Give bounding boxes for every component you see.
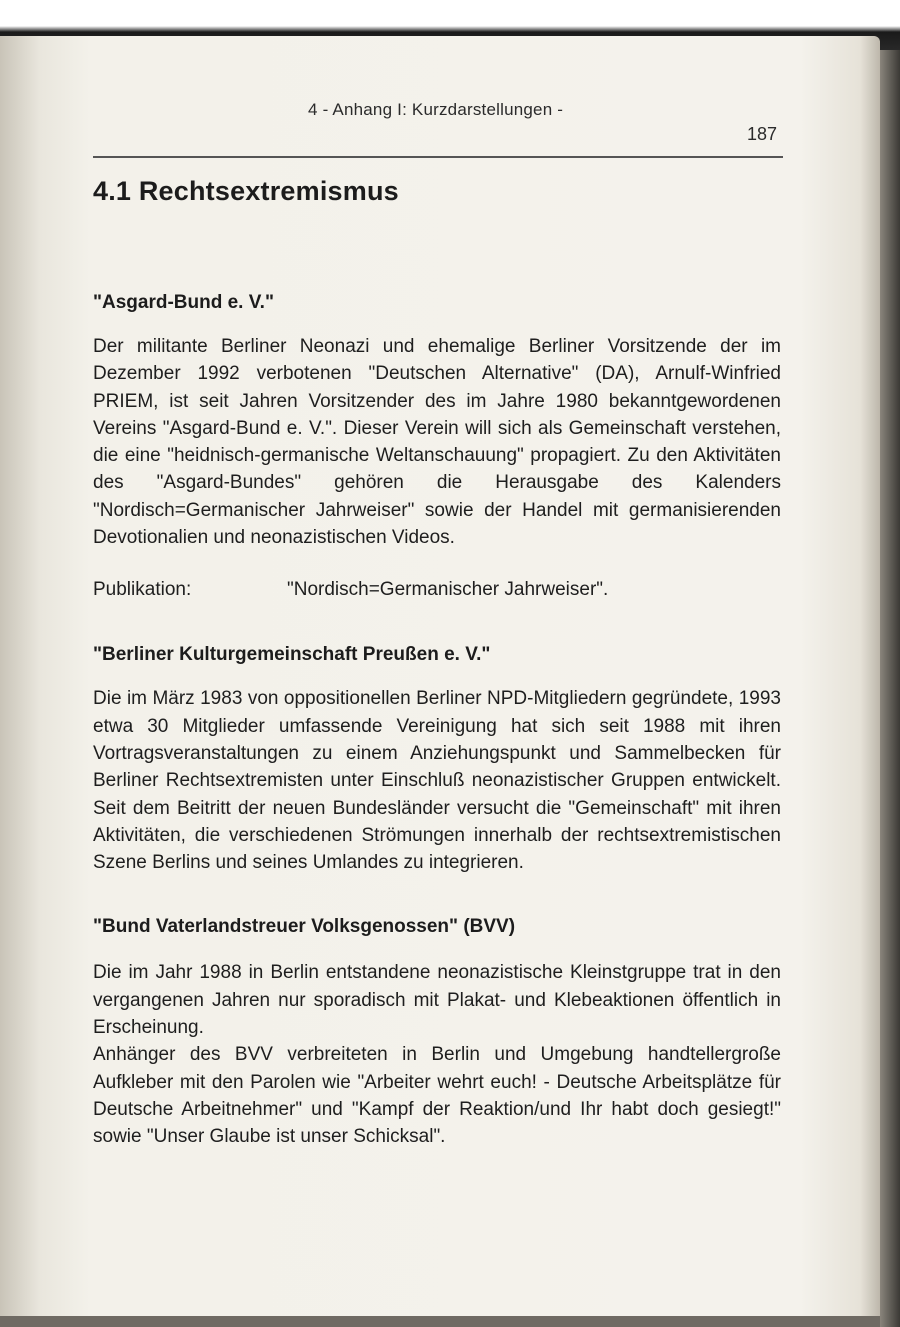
publication-label: Publikation: xyxy=(93,579,192,601)
running-head: 4 - Anhang I: Kurzdarstellungen - xyxy=(308,100,564,119)
book-edge-shadow xyxy=(880,50,900,1327)
entry-paragraph-kulturgemeinschaft: Die im März 1983 von oppositionellen Berliner NPD-Mitgliedern gegründete, 1993 etwa 30 Mitglieder umfassende Vereinigung hat sich seit 1988 mit ihren Vortragsveranstaltungen zu einem Anziehungspunkt und Sammelbecken für Berliner Rechtsextremisten unter Einschluß neonazistischer Gruppen entwickelt. Seit dem Beitritt der neuen Bundesländer versucht die "Gemeinschaft" mit ihren Aktivitäten, die verschiedenen Strömungen innerhalb der rechtsextremistischen Szene Berlins und seines Umlandes zu integrieren. xyxy=(93,688,781,874)
header-rule xyxy=(93,156,783,158)
section-title: 4.1 Rechtsextremismus xyxy=(93,176,399,206)
page-number: 187 xyxy=(747,124,778,144)
entry-heading-kulturgemeinschaft: "Berliner Kulturgemeinschaft Preußen e. V." xyxy=(93,644,491,666)
entry-heading-bvv: "Bund Vaterlandstreuer Volksgenossen" (BVV) xyxy=(93,916,516,938)
entry-paragraph-asgard-bund: Der militante Berliner Neonazi und ehemalige Berliner Vorsitzende der im Dezember 1992 verbotenen "Deutschen Alternative" (DA), Arnulf-Winfried PRIEM, ist seit Jahren Vorsitzender des im Jahre 1980 bekanntgewordenen Vereins "Asgard-Bund e. V.". Dieser Verein will sich als Gemeinschaft verstehen, die eine "heidnisch-germanische Weltanschauung" propagiert. Zu den Aktivitäten des "Asgard-Bundes" gehören die Herausgabe des Kalenders "Nordisch=Germanischer Jahrweiser" sowie der Handel mit germanisierenden Devotionalien und neonazistischen Videos. xyxy=(93,336,781,549)
entry-paragraph-bvv-1: Die im Jahr 1988 in Berlin entstandene neonazistische Kleinstgruppe trat in den vergangenen Jahren nur sporadisch mit Plakat- und Klebeaktionen öffentlich in Erscheinung. xyxy=(93,962,781,1039)
entry-heading-asgard-bund: "Asgard-Bund e. V." xyxy=(93,292,274,313)
publication-value: "Nordisch=Germanischer Jahrweiser". xyxy=(287,579,609,601)
entry-paragraph-bvv-2: Anhänger des BVV verbreiteten in Berlin und Umgebung handtellergroße Aufkleber mit den Parolen wie "Arbeiter wehrt euch! - Deutsche Arbeitsplätze für Deutsche Arbeitnehmer" und "Kampf der Reaktion/und Ihr habt doch gesiegt!" sowie "Unser Glaube ist unser Schicksal". xyxy=(93,1044,781,1148)
page-content xyxy=(93,176,781,1151)
page-header xyxy=(0,100,900,144)
publication-row xyxy=(93,579,781,606)
